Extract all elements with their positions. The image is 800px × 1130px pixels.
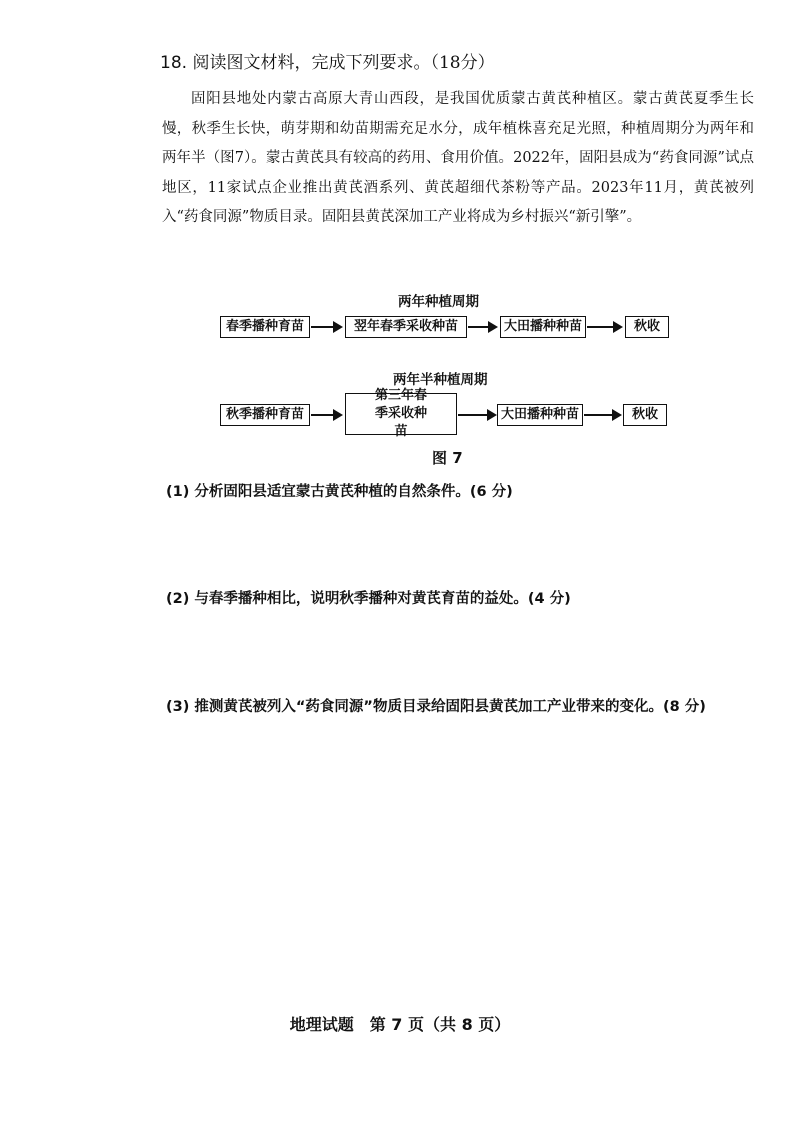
flow1-arrow-3 — [587, 326, 621, 328]
flow-title-two-year: 两年种植周期 — [398, 294, 479, 310]
question-number: 18. — [160, 53, 188, 73]
flow2-arrow-2 — [458, 414, 495, 416]
sub-question-3: (3) 推测黄芪被列入“药食同源”物质目录给固阳县黄芪加工产业带来的变化。(8 分) — [166, 699, 706, 715]
sub-question-1: (1) 分析固阳县适宜蒙古黄芪种植的自然条件。(6 分) — [166, 484, 513, 500]
flow2-step-autumn-sowing: 秋季播种育苗 — [220, 404, 310, 426]
flow2-step-field-planting: 大田播种种苗 — [497, 404, 583, 426]
flow1-step-field-planting: 大田播种种苗 — [500, 316, 586, 338]
page-footer: 地理试题 第 7 页（共 8 页） — [289, 1015, 511, 1034]
flow-title-two-and-half-year: 两年半种植周期 — [393, 372, 488, 388]
flow1-step-next-spring-harvest: 翌年春季采收种苗 — [345, 316, 467, 338]
question-instruction: 阅读图文材料，完成下列要求。（18分） — [192, 53, 495, 73]
flow2-step-autumn-harvest: 秋收 — [623, 404, 667, 426]
flow2-arrow-3 — [584, 414, 620, 416]
flow1-step-autumn-harvest: 秋收 — [625, 316, 669, 338]
flow1-arrow-1 — [311, 326, 341, 328]
sub-question-2: (2) 与春季播种相比，说明秋季播种对黄芪育苗的益处。(4 分) — [166, 591, 571, 607]
figure-label: 图 7 — [432, 449, 463, 467]
flow1-step-spring-sowing: 春季播种育苗 — [220, 316, 310, 338]
flow2-arrow-1 — [311, 414, 341, 416]
flow2-step-third-spring-harvest: 第三年春季采收种苗 — [345, 393, 457, 435]
reading-passage — [162, 85, 754, 233]
passage-text: 固阳县地处内蒙古高原大青山西段，是我国优质蒙古黄芪种植区。蒙古黄芪夏季生长慢，秋季生长快，萌芽期和幼苗期需充足水分，成年植株喜充足光照，种植周期分为两年和两年半（图7）。蒙古黄芪具有较高的药用、食用价值。2022年，固阳县成为“药食同源”试点地区，11家试点企业推出黄芪酒系列、黄芪超细代茶粉等产品。2023年11月，黄芪被列入“药食同源”物质目录。固阳县黄芪深加工产业将成为乡村振兴“新引擎”。 — [162, 91, 754, 225]
flow1-arrow-2 — [468, 326, 496, 328]
question-title — [160, 48, 495, 73]
